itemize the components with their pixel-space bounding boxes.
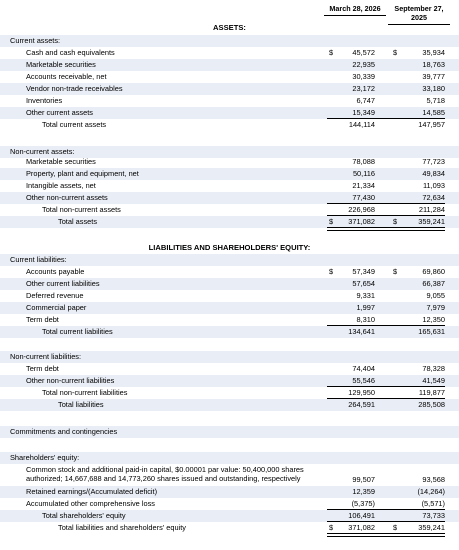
value-september-2025: 147,957 xyxy=(418,120,445,129)
double-underline xyxy=(327,533,391,537)
table-row xyxy=(0,119,459,131)
row-label: Cash and cash equivalents xyxy=(26,48,115,57)
value-september-2025: 66,387 xyxy=(422,279,445,288)
table-row xyxy=(0,363,459,375)
value-september-2025: 78,328 xyxy=(422,364,445,373)
row-label: Term debt xyxy=(26,315,59,324)
row-label: Shareholders' equity: xyxy=(10,453,80,462)
column-header-march-2026: March 28, 2026 xyxy=(324,4,386,16)
value-september-2025: 359,241 xyxy=(418,217,445,226)
table-row xyxy=(0,387,459,399)
table-row xyxy=(0,266,459,278)
row-label: Total liabilities and shareholders' equity xyxy=(58,523,186,532)
table-row xyxy=(0,156,459,168)
section-title-assets: ASSETS: xyxy=(213,23,246,32)
value-september-2025: 12,350 xyxy=(422,315,445,324)
row-label: Other non-current assets xyxy=(26,193,108,202)
value-march-2026: 55,546 xyxy=(352,376,375,385)
double-underline xyxy=(327,227,391,231)
dollar-sign: $ xyxy=(393,523,398,532)
value-september-2025: 119,877 xyxy=(418,388,445,397)
table-row xyxy=(0,254,459,266)
table-row xyxy=(0,216,459,228)
table-row xyxy=(0,314,459,326)
row-label: Total non-current liabilities xyxy=(42,388,128,397)
row-label: Total current assets xyxy=(42,120,107,129)
value-march-2026: 23,172 xyxy=(352,84,375,93)
value-september-2025: 285,508 xyxy=(418,400,445,409)
value-march-2026: 57,654 xyxy=(352,279,375,288)
table-row xyxy=(0,522,459,534)
value-march-2026: 6,747 xyxy=(356,96,375,105)
value-march-2026: 264,591 xyxy=(348,400,375,409)
value-september-2025: 69,860 xyxy=(422,267,445,276)
row-label: Term debt xyxy=(26,364,59,373)
row-label: Other current assets xyxy=(26,108,93,117)
value-september-2025: 18,763 xyxy=(422,60,445,69)
table-row xyxy=(0,192,459,204)
dollar-sign: $ xyxy=(329,267,334,276)
value-march-2026: 78,088 xyxy=(352,157,375,166)
dollar-sign: $ xyxy=(393,48,398,57)
table-row xyxy=(0,510,459,522)
table-row xyxy=(0,168,459,180)
value-march-2026: 12,359 xyxy=(352,487,375,496)
value-march-2026: 1,997 xyxy=(356,303,375,312)
value-september-2025: 41,549 xyxy=(422,376,445,385)
value-march-2026: 106,491 xyxy=(348,511,375,520)
value-september-2025: 5,718 xyxy=(426,96,445,105)
row-label: Non-current liabilities: xyxy=(10,352,82,361)
row-label: Inventories xyxy=(26,96,63,105)
table-row xyxy=(0,351,459,363)
value-september-2025: 211,284 xyxy=(418,205,445,214)
value-september-2025: 33,180 xyxy=(422,84,445,93)
value-march-2026: 74,404 xyxy=(352,364,375,373)
value-march-2026: 99,507 xyxy=(352,475,375,484)
row-label: Commitments and contingencies xyxy=(10,427,118,436)
value-march-2026: 45,572 xyxy=(352,48,375,57)
table-row xyxy=(0,204,459,216)
row-label: Commercial paper xyxy=(26,303,87,312)
table-row xyxy=(0,180,459,192)
value-september-2025: 9,055 xyxy=(426,291,445,300)
row-label: Total assets xyxy=(58,217,98,226)
value-march-2026: 30,339 xyxy=(352,72,375,81)
value-september-2025: 72,634 xyxy=(422,193,445,202)
row-label: Total non-current assets xyxy=(42,205,121,214)
table-row xyxy=(0,326,459,338)
dollar-sign: $ xyxy=(329,217,334,226)
table-row xyxy=(0,71,459,83)
row-label: Other current liabilities xyxy=(26,279,100,288)
table-row xyxy=(0,35,459,47)
dollar-sign: $ xyxy=(393,267,398,276)
row-label: Total shareholders' equity xyxy=(42,511,126,520)
value-september-2025: (5,571) xyxy=(421,499,445,508)
value-march-2026: 371,082 xyxy=(348,523,375,532)
value-september-2025: 14,585 xyxy=(422,108,445,117)
dollar-sign: $ xyxy=(393,217,398,226)
table-row xyxy=(0,464,459,486)
section-title-liabilities-equity: LIABILITIES AND SHAREHOLDERS' EQUITY: xyxy=(148,243,311,252)
value-september-2025: 11,093 xyxy=(422,181,445,190)
double-underline xyxy=(391,227,445,231)
value-march-2026: 57,349 xyxy=(352,267,375,276)
value-september-2025: 73,733 xyxy=(422,511,445,520)
row-label: Retained earnings/(Accumulated deficit) xyxy=(26,487,158,496)
row-label: Marketable securities xyxy=(26,60,96,69)
value-march-2026: 77,430 xyxy=(352,193,375,202)
value-september-2025: 7,979 xyxy=(426,303,445,312)
value-september-2025: 35,934 xyxy=(422,48,445,57)
value-september-2025: 49,834 xyxy=(422,169,445,178)
table-row xyxy=(0,426,459,438)
row-label: Marketable securities xyxy=(26,157,96,166)
table-row xyxy=(0,498,459,510)
row-label: Accumulated other comprehensive loss xyxy=(26,499,155,508)
value-march-2026: (5,375) xyxy=(351,499,375,508)
table-row xyxy=(0,290,459,302)
value-september-2025: 165,631 xyxy=(418,327,445,336)
value-march-2026: 134,641 xyxy=(348,327,375,336)
table-row xyxy=(0,375,459,387)
row-label: Property, plant and equipment, net xyxy=(26,169,139,178)
column-header-september-2025: September 27, 2025 xyxy=(388,4,450,25)
value-march-2026: 8,310 xyxy=(356,315,375,324)
table-row xyxy=(0,486,459,498)
row-label: Common stock and additional paid-in capital, $0.00001 par value: 50,400,000 shares authorized; 14,667,688 and 14,773,260 shares issued and outstanding, respectively xyxy=(26,465,304,483)
row-label: Total liabilities xyxy=(58,400,104,409)
table-row xyxy=(0,107,459,119)
value-september-2025: (14,264) xyxy=(417,487,445,496)
table-row xyxy=(0,302,459,314)
row-label: Current assets: xyxy=(10,36,61,45)
dollar-sign: $ xyxy=(329,48,334,57)
row-label: Intangible assets, net xyxy=(26,181,96,190)
table-row xyxy=(0,59,459,71)
row-label: Accounts receivable, net xyxy=(26,72,107,81)
value-march-2026: 226,968 xyxy=(348,205,375,214)
dollar-sign: $ xyxy=(329,523,334,532)
table-row xyxy=(0,95,459,107)
table-row xyxy=(0,47,459,59)
value-march-2026: 21,334 xyxy=(352,181,375,190)
value-march-2026: 129,950 xyxy=(348,388,375,397)
value-september-2025: 39,777 xyxy=(422,72,445,81)
value-march-2026: 144,114 xyxy=(348,120,375,129)
row-label: Deferred revenue xyxy=(26,291,84,300)
row-label: Vendor non-trade receivables xyxy=(26,84,123,93)
table-row xyxy=(0,452,459,464)
table-row xyxy=(0,83,459,95)
value-march-2026: 371,082 xyxy=(348,217,375,226)
table-row xyxy=(0,399,459,411)
value-march-2026: 9,331 xyxy=(356,291,375,300)
value-september-2025: 77,723 xyxy=(422,157,445,166)
row-label: Accounts payable xyxy=(26,267,85,276)
row-label: Other non-current liabilities xyxy=(26,376,115,385)
row-label: Non-current assets: xyxy=(10,147,75,156)
row-label: Total current liabilities xyxy=(42,327,113,336)
value-march-2026: 15,349 xyxy=(352,108,375,117)
value-march-2026: 22,935 xyxy=(352,60,375,69)
table-row xyxy=(0,278,459,290)
double-underline xyxy=(391,533,445,537)
value-september-2025: 359,241 xyxy=(418,523,445,532)
value-september-2025: 93,568 xyxy=(422,475,445,484)
value-march-2026: 50,116 xyxy=(352,169,375,178)
row-label: Current liabilities: xyxy=(10,255,67,264)
